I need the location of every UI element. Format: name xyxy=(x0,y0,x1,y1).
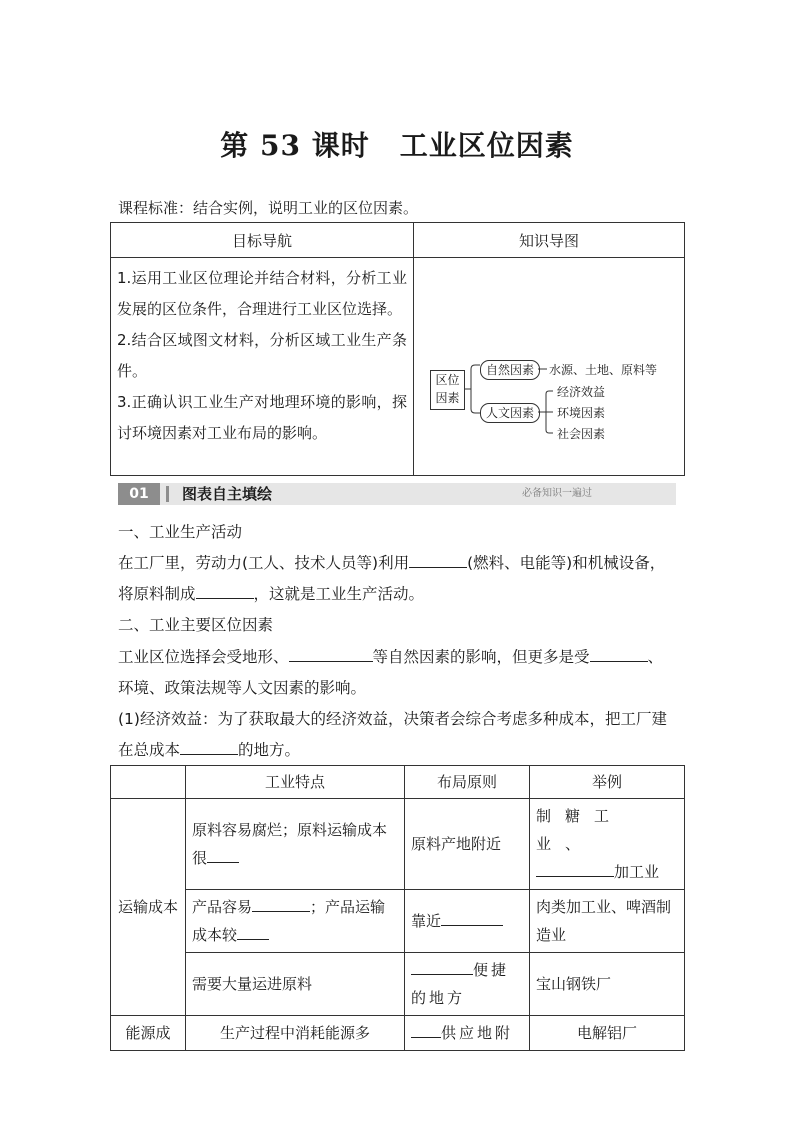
text-span: 在总成本 xyxy=(118,741,181,759)
page-title xyxy=(0,124,794,164)
paragraph-activity-line1 xyxy=(118,551,665,573)
paragraph-factors-line2: 环境、政策法规等人文因素的影响。 xyxy=(118,679,367,697)
table-cell xyxy=(186,799,405,890)
table-cell: 宝山钢铁厂 xyxy=(530,953,685,1016)
cell-text: 制糖工业、 xyxy=(536,807,624,853)
section-title: 图表自主填绘 xyxy=(182,485,273,503)
cell-text: 供应地附 xyxy=(441,1024,514,1042)
mindmap-human-item: 社会因素 xyxy=(557,427,606,441)
fill-blank[interactable] xyxy=(252,897,310,912)
goal-item: 1.运用工业区位理论并结合材料，分析工业发展的区位条件，合理进行工业区位选择。 xyxy=(117,269,407,318)
cell-text: 加工业 xyxy=(614,863,660,881)
text-span: 等自然因素的影响，但更多是受 xyxy=(372,648,590,666)
text-span: 的地方。 xyxy=(238,741,301,759)
fill-blank[interactable] xyxy=(536,862,614,877)
mindmap-natural-items: 水源、土地、原料等 xyxy=(549,363,658,377)
lesson-number: 第 53 课时 xyxy=(220,129,370,162)
table-header-cell: 工业特点 xyxy=(186,766,405,799)
fill-blank[interactable] xyxy=(196,584,254,599)
fill-blank[interactable] xyxy=(409,553,467,568)
transport-cost-label: 运输成本 xyxy=(111,799,186,1016)
mindmap-root-line2: 因素 xyxy=(435,391,460,405)
cell-text: 便捷的地方 xyxy=(411,961,510,1007)
goals-cell xyxy=(111,258,414,476)
table-header-cell: 举例 xyxy=(530,766,685,799)
text-span: 将原料制成 xyxy=(118,585,196,603)
cell-line xyxy=(536,858,678,886)
section-number: 01 xyxy=(118,483,160,505)
fill-blank[interactable] xyxy=(207,848,239,863)
section-header-bar xyxy=(118,483,676,505)
knowledge-map-cell xyxy=(414,258,685,476)
location-factor-table xyxy=(110,765,685,1051)
paragraph-economic-line2 xyxy=(118,738,300,760)
table-header-cell: 布局原则 xyxy=(405,766,530,799)
paragraph-economic-line1: (1)经济效益：为了获取最大的经济效益，决策者会综合考虑多种成本，把工厂建 xyxy=(118,710,667,728)
goal-item: 2.结合区域图文材料，分析区域工业生产条件。 xyxy=(117,331,407,380)
section-note: 必备知识一遍过 xyxy=(522,488,592,499)
table-cell: 原料产地附近 xyxy=(405,799,530,890)
cell-text: 靠近 xyxy=(411,912,442,930)
goals-header: 目标导航 xyxy=(111,223,414,258)
fill-blank[interactable] xyxy=(180,740,238,755)
fill-blank[interactable] xyxy=(590,647,648,662)
table-cell: 需要大量运进原料 xyxy=(186,953,405,1016)
table-cell: 肉类加工业、啤酒制造业 xyxy=(530,890,685,953)
text-span: 工业区位选择会受地形、 xyxy=(118,648,289,666)
mindmap-human-box: 人文因素 xyxy=(480,403,540,423)
cell-text: ；产品运输成本较 xyxy=(192,898,386,944)
table-cell: 生产过程中消耗能源多 xyxy=(186,1016,405,1051)
cell-text: 产品容易 xyxy=(192,898,253,916)
knowledge-mindmap xyxy=(414,258,698,476)
mindmap-root-line1: 区位 xyxy=(435,373,460,387)
lesson-topic: 工业区位因素 xyxy=(399,129,574,162)
fill-blank[interactable] xyxy=(411,1023,441,1038)
paragraph-factors-line1 xyxy=(118,645,663,667)
mindmap-root-box xyxy=(430,370,465,410)
energy-cost-label: 能源成 xyxy=(111,1016,186,1051)
cell-text: 原料容易腐烂；原料运输成本很 xyxy=(192,821,388,867)
heading-main-factors: 二、工业主要区位因素 xyxy=(118,616,274,634)
fill-blank[interactable] xyxy=(289,647,373,662)
goal-item: 3.正确认识工业生产对地理环境的影响，探讨环境因素对工业布局的影响。 xyxy=(117,393,407,442)
mindmap-human-item: 环境因素 xyxy=(557,406,606,420)
table-header-cell xyxy=(111,766,186,799)
overview-table xyxy=(110,222,685,476)
fill-blank[interactable] xyxy=(411,960,473,975)
fill-blank[interactable] xyxy=(237,925,269,940)
table-cell xyxy=(405,1016,530,1051)
text-span: 在工厂里，劳动力(工人、技术人员等)利用 xyxy=(118,554,410,572)
course-standard: 课程标准：结合实例，说明工业的区位因素。 xyxy=(118,199,419,217)
section-divider xyxy=(166,486,169,502)
fill-blank[interactable] xyxy=(441,911,503,926)
text-span: ，这就是工业生产活动。 xyxy=(253,585,425,603)
table-cell xyxy=(405,953,530,1016)
text-span: 、 xyxy=(647,648,664,666)
heading-industrial-activity: 一、工业生产活动 xyxy=(118,523,243,541)
table-cell xyxy=(530,799,685,890)
mindmap-human-item: 经济效益 xyxy=(557,385,606,399)
table-cell: 电解铝厂 xyxy=(530,1016,685,1051)
paragraph-activity-line2 xyxy=(118,582,424,604)
mindmap-header: 知识导图 xyxy=(414,223,685,258)
table-cell xyxy=(405,890,530,953)
text-span: (燃料、电能等)和机械设备， xyxy=(467,554,666,572)
table-cell xyxy=(186,890,405,953)
mindmap-natural-box: 自然因素 xyxy=(480,360,540,380)
